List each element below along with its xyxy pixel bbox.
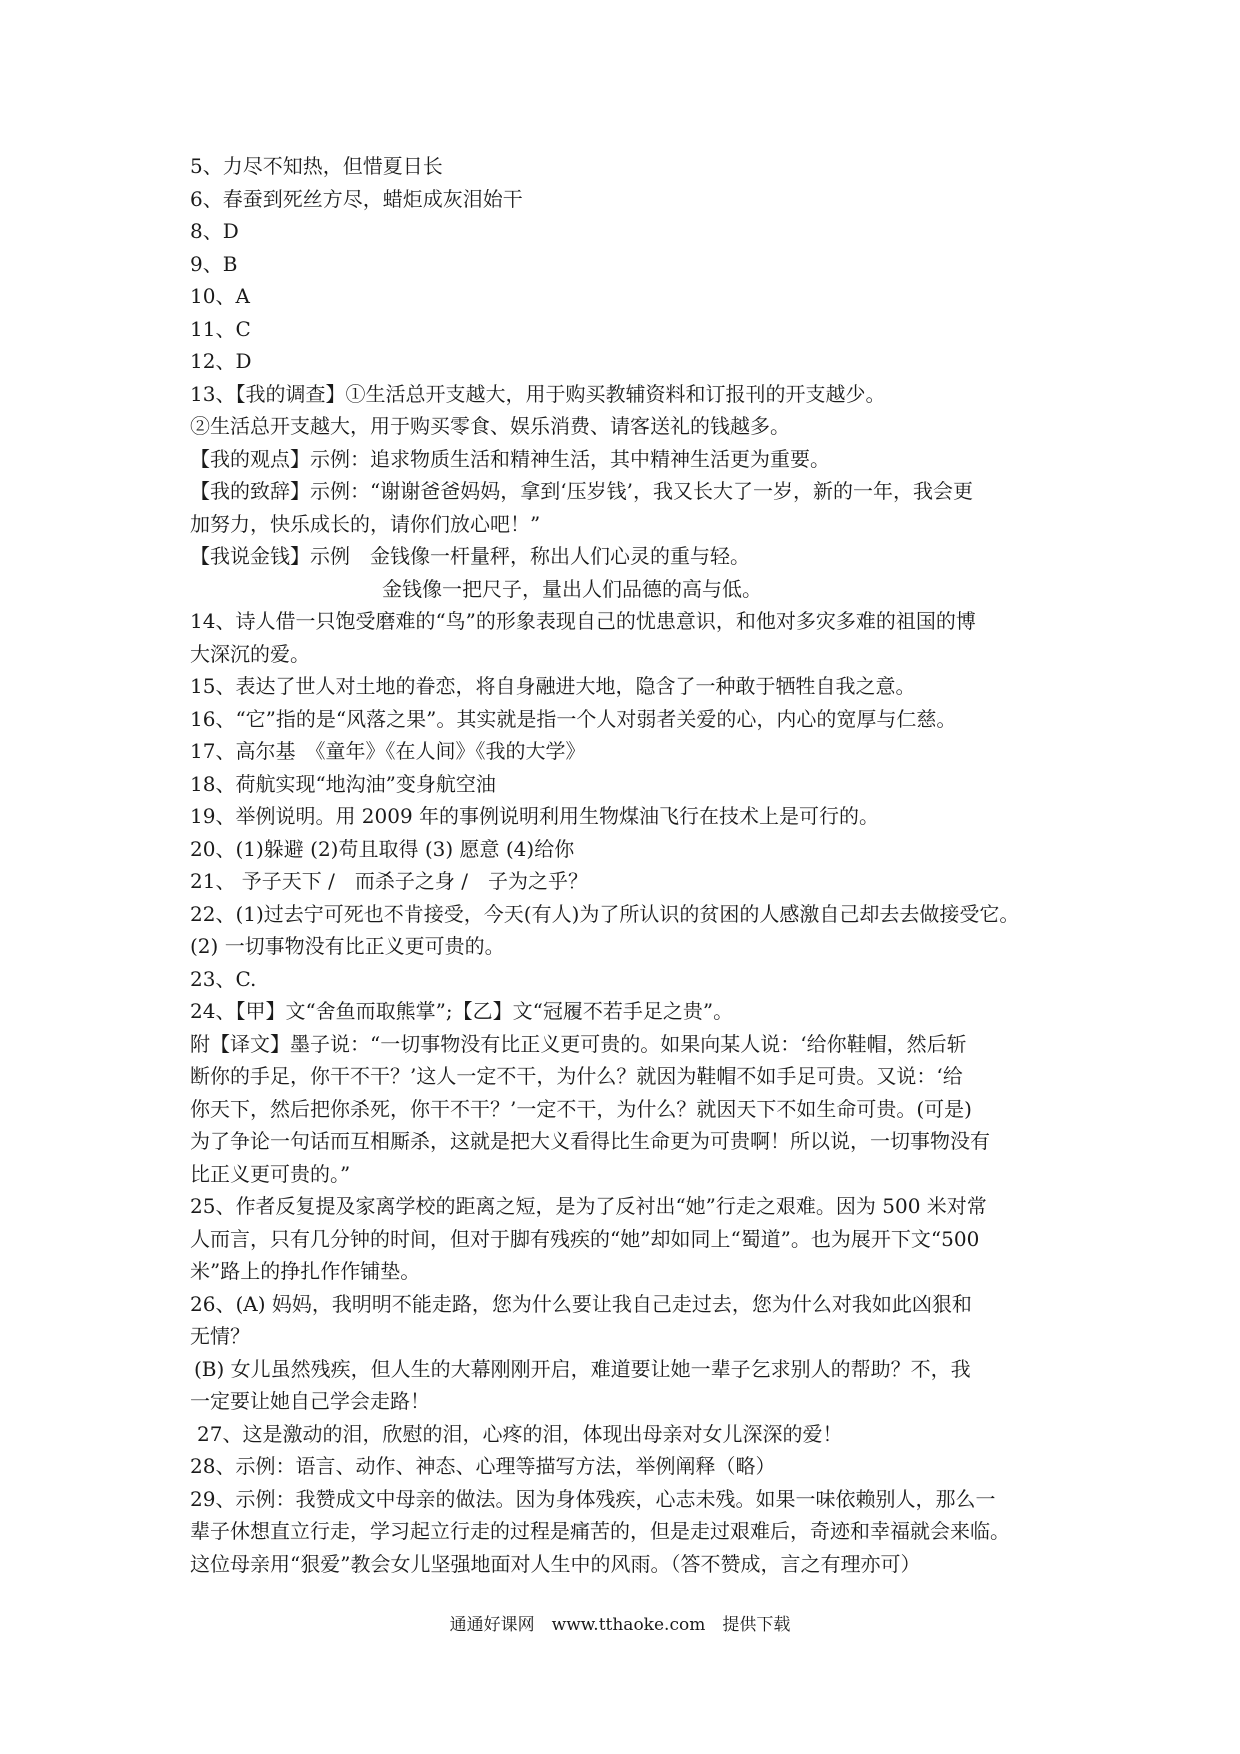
answer-line: 22、(1)过去宁可死也不肯接受，今天(有人)为了所认识的贫困的人感激自己却去去做接受它。 xyxy=(190,901,1020,926)
answer-line: 6、春蚕到死丝方尽，蜡炬成灰泪始干 xyxy=(190,186,523,211)
answer-line: 8、D xyxy=(190,219,239,243)
answer-line: 11、C xyxy=(190,316,251,341)
answer-line: 附【译文】墨子说：“一切事物没有比正义更可贵的。如果向某人说：‘给你鞋帽，然后斩 xyxy=(190,1031,967,1056)
answer-line: 9、B xyxy=(190,251,238,276)
answer-line: 断你的手足，你干不干？’这人一定不干，为什么？就因为鞋帽不如手足可贵。又说：‘给 xyxy=(190,1064,963,1088)
answer-line: 【我的观点】示例：追求物质生活和精神生活，其中精神生活更为重要。 xyxy=(190,446,830,471)
answer-line: 5、力尽不知热，但惜夏日长 xyxy=(190,154,443,178)
answer-line: 28、示例：语言、动作、神态、心理等描写方法，举例阐释（略） xyxy=(190,1454,776,1478)
answer-line: 12、D xyxy=(190,349,252,373)
answer-line: 人而言，只有几分钟的时间，但对于脚有残疾的“她”却如同上“蜀道”。也为展开下文“500 xyxy=(190,1226,980,1251)
page-footer: 通通好课网 www.tthaoke.com 提供下载 xyxy=(449,1615,791,1635)
answer-line: 20、(1)躲避 (2)苟且取得 (3) 愿意 (4)给你 xyxy=(190,836,575,861)
answer-key-body xyxy=(190,150,1070,1580)
answer-line: (2) 一切事物没有比正义更可贵的。 xyxy=(190,934,505,958)
answer-line: 25、作者反复提及家离学校的距离之短，是为了反衬出“她”行走之艰难。因为 500 米对常 xyxy=(190,1194,987,1218)
answer-line: 23、C. xyxy=(190,966,257,991)
answer-line: 米”路上的挣扎作作铺垫。 xyxy=(190,1259,421,1283)
answer-line: (B) 女儿虽然残疾，但人生的大幕刚刚开启，难道要让她一辈子乞求别人的帮助？不，我 xyxy=(194,1356,971,1381)
answer-line: 无情？ xyxy=(190,1324,250,1348)
answer-line: 26、(A) 妈妈，我明明不能走路，您为什么要让我自己走过去，您为什么对我如此凶狠和 xyxy=(190,1291,972,1316)
answer-line: 24、【甲】文“舍鱼而取熊掌”;【乙】文“冠履不若手足之贵”。 xyxy=(190,999,734,1023)
answer-line: 这位母亲用“狠爱”教会女儿坚强地面对人生中的风雨。（答不赞成，言之有理亦可） xyxy=(190,1551,921,1576)
answer-line: 15、表达了世人对土地的眷恋，将自身融进大地，隐含了一种敢于牺牲自我之意。 xyxy=(190,674,916,698)
answer-line: 10、A xyxy=(190,284,250,308)
answer-line: 14、诗人借一只饱受磨难的“鸟”的形象表现自己的忧患意识，和他对多灾多难的祖国的博 xyxy=(190,609,976,633)
answer-line: 17、高尔基 《童年》《在人间》《我的大学》 xyxy=(190,739,586,763)
answer-line: 13、【我的调查】①生活总开支越大，用于购买教辅资料和订报刊的开支越少。 xyxy=(190,381,886,406)
answer-line: 加努力，快乐成长的，请你们放心吧！” xyxy=(190,511,541,536)
answer-line: 为了争论一句话而互相厮杀，这就是把大义看得比生命更为可贵啊！所以说，一切事物没有 xyxy=(190,1129,990,1153)
answer-line: 19、举例说明。用 2009 年的事例说明利用生物煤油飞行在技术上是可行的。 xyxy=(190,804,880,828)
answer-line: 辈子休想直立行走，学习起立行走的过程是痛苦的，但是走过艰难后，奇迹和幸福就会来临。 xyxy=(190,1519,1010,1543)
answer-line: ②生活总开支越大，用于购买零食、娱乐消费、请客送礼的钱越多。 xyxy=(190,414,790,438)
answer-line: 比正义更可贵的。” xyxy=(190,1161,351,1186)
answer-line: 你天下，然后把你杀死，你干不干？’一定不干，为什么？就因天下不如生命可贵。(可是) xyxy=(190,1096,972,1121)
answer-line: 一定要让她自己学会走路！ xyxy=(190,1389,430,1413)
answer-line: 29、示例：我赞成文中母亲的做法。因为身体残疾，心志未残。如果一味依赖别人，那么一 xyxy=(190,1486,996,1511)
answer-line: 27、这是激动的泪，欣慰的泪，心疼的泪，体现出母亲对女儿深深的爱！ xyxy=(197,1421,843,1446)
answer-line: 大深沉的爱。 xyxy=(190,641,310,666)
answer-line: 【我说金钱】示例 金钱像一杆量秤，称出人们心灵的重与轻。 xyxy=(190,544,750,568)
answer-line: 【我的致辞】示例：“谢谢爸爸妈妈，拿到‘压岁钱’，我又长大了一岁，新的一年，我会更 xyxy=(190,479,973,503)
answer-line: 21、 予子天下 / 而杀子之身 / 子为之乎？ xyxy=(190,869,588,893)
answer-line: 16、“它”指的是“风落之果”。其实就是指一个人对弱者关爱的心，内心的宽厚与仁慈。 xyxy=(190,706,957,731)
answer-line: 金钱像一把尺子，量出人们品德的高与低。 xyxy=(382,576,762,601)
answer-line: 18、荷航实现“地沟油”变身航空油 xyxy=(190,771,496,796)
